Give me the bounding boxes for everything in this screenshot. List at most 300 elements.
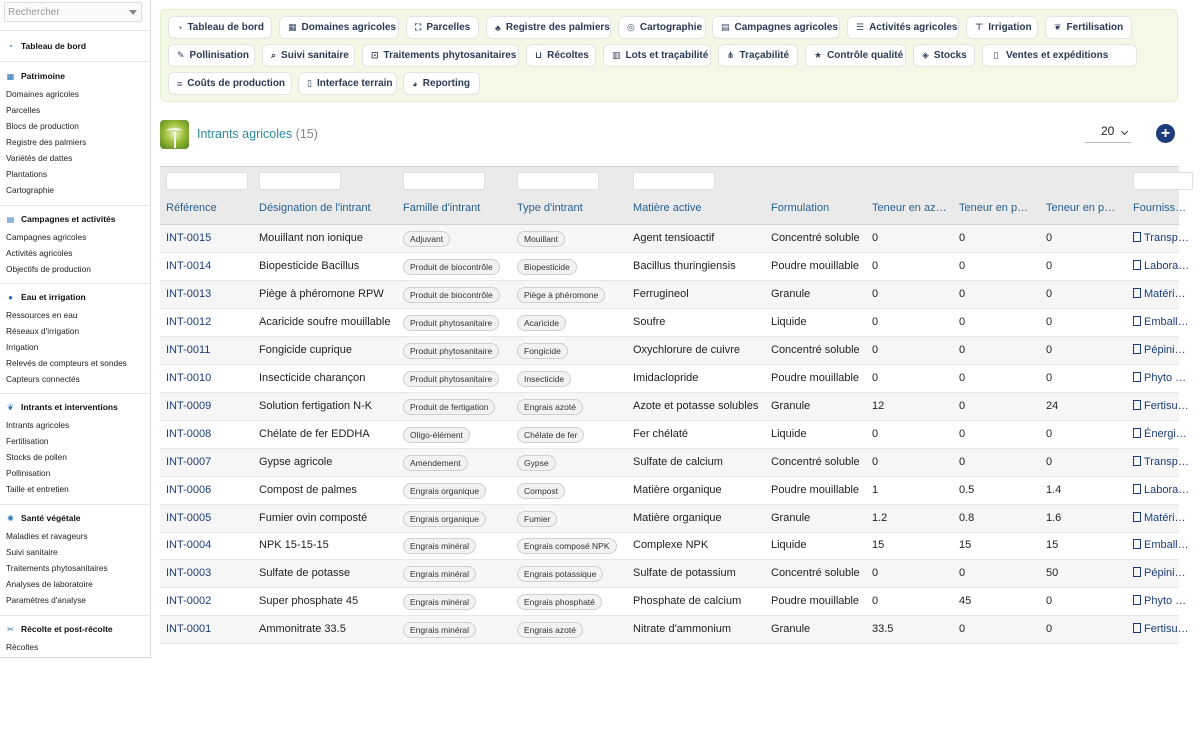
sidebar-section-title xyxy=(0,212,151,226)
sidebar-section-title xyxy=(0,69,151,83)
sidebar-divider xyxy=(0,30,151,31)
data-table xyxy=(160,166,1190,644)
nav-button[interactable] xyxy=(262,44,355,67)
sidebar-divider xyxy=(0,283,151,284)
type-badge: Engrais composé NPK xyxy=(517,538,617,554)
nav-button-label: Cartographie xyxy=(639,22,703,33)
nav-button[interactable] xyxy=(279,16,399,39)
table-cell: 0 xyxy=(872,371,879,384)
table-row[interactable] xyxy=(160,477,1190,505)
faucet-icon: ⊤ xyxy=(975,22,984,32)
building-icon xyxy=(1133,400,1141,410)
supplier-name: Matéri… xyxy=(1144,511,1186,524)
column-header[interactable]: Teneur en p… xyxy=(1046,202,1116,214)
family-badge: Engrais minéral xyxy=(403,594,476,610)
type-badge: Compost xyxy=(517,483,565,499)
table-row[interactable] xyxy=(160,560,1186,588)
table-cell: 0 xyxy=(959,427,966,440)
supplier-name: Phyto … xyxy=(1144,595,1187,608)
nav-button-label: Ventes et expéditions xyxy=(1006,50,1109,61)
supplier-name: Transp… xyxy=(1144,232,1189,244)
building-icon: ▦ xyxy=(288,22,297,32)
sidebar-item[interactable]: Registre des palmiers xyxy=(6,137,87,147)
nav-button[interactable] xyxy=(362,44,519,67)
table-cell: 50 xyxy=(1046,567,1059,580)
basket-icon: ⊔ xyxy=(535,50,543,60)
table-cell: 0 xyxy=(1046,232,1053,244)
sidebar-item[interactable]: Paramètres d'analyse xyxy=(6,595,86,605)
table-row[interactable] xyxy=(160,505,1186,533)
table-cell: Bacillus thuringiensis xyxy=(633,259,736,272)
sidebar-item[interactable]: Blocs de production xyxy=(6,121,79,131)
sidebar-item-label: Tableau de bord xyxy=(21,41,87,51)
sidebar-item[interactable]: Capteurs connectés xyxy=(6,374,80,384)
sidebar-item[interactable]: Taille et entretien xyxy=(6,484,69,494)
table-cell: Ammonitrate 33.5 xyxy=(259,623,346,636)
nav-button[interactable] xyxy=(298,72,397,95)
table-cell: 0 xyxy=(1046,259,1053,272)
sidebar-item[interactable]: Domaines agricoles xyxy=(6,89,79,99)
supplier-name: Labora… xyxy=(1144,259,1190,272)
nav-button[interactable] xyxy=(618,16,706,39)
table-cell: Granule xyxy=(771,399,811,412)
column-header[interactable]: Formulation xyxy=(771,202,830,214)
nav-button[interactable] xyxy=(168,72,292,95)
sidebar-item[interactable]: Traitements phytosanitaires xyxy=(6,563,108,573)
column-filter-input[interactable] xyxy=(259,172,341,190)
table-cell: 0 xyxy=(959,455,966,468)
supplier-name: Énergi… xyxy=(1144,427,1187,440)
table-row[interactable] xyxy=(160,337,1186,365)
sidebar-item[interactable]: Suivi sanitaire xyxy=(6,547,58,557)
sidebar-section-label: Santé végétale xyxy=(21,513,81,523)
reference-link[interactable]: INT-0009 xyxy=(166,399,212,412)
building-icon xyxy=(1133,484,1141,494)
nav-button[interactable] xyxy=(486,16,611,39)
sidebar-section xyxy=(0,69,151,198)
star-icon: ★ xyxy=(814,50,823,60)
nav-button-label: Lots et traçabilité xyxy=(625,50,709,61)
type-badge: Engrais azoté xyxy=(517,622,583,638)
table-cell: Poudre mouillable xyxy=(771,483,860,496)
supplier-link[interactable] xyxy=(1133,428,1187,440)
type-badge: Fumier xyxy=(517,511,557,527)
family-badge: Produit de fertigation xyxy=(403,399,495,415)
table-cell: Concentré soluble xyxy=(771,343,860,356)
table-cell: Granule xyxy=(771,511,811,524)
family-badge: Engrais minéral xyxy=(403,622,476,638)
supplier-link[interactable] xyxy=(1133,288,1186,300)
column-filter-input[interactable] xyxy=(166,172,248,190)
table-row[interactable] xyxy=(160,309,1189,337)
column-header[interactable]: Désignation de l'intrant xyxy=(259,202,371,214)
table-cell: 0 xyxy=(1046,371,1053,384)
table-cell: Liquide xyxy=(771,539,807,552)
table-cell: 0 xyxy=(1046,427,1053,440)
building-icon xyxy=(1133,539,1141,549)
nav-button-label: Contrôle qualité xyxy=(827,50,904,61)
table-cell: Compost de palmes xyxy=(259,483,357,496)
family-badge: Engrais organique xyxy=(403,483,486,499)
table-cell: 0 xyxy=(872,343,879,356)
type-badge: Biopesticide xyxy=(517,259,577,275)
building-icon xyxy=(1133,567,1141,577)
table-cell: Piège à phéromone RPW xyxy=(259,287,384,300)
table-cell: 0 xyxy=(959,371,966,384)
network-icon: ⋔ xyxy=(727,50,735,60)
table-cell: Chélate de fer EDDHA xyxy=(259,427,370,440)
supplier-name: Fertisu… xyxy=(1144,623,1189,636)
supplier-link[interactable] xyxy=(1133,456,1189,468)
column-filter-input[interactable] xyxy=(633,172,715,190)
nav-button-label: Coûts de production xyxy=(187,78,286,89)
sidebar-section-title xyxy=(0,400,151,414)
table-row[interactable] xyxy=(160,532,1189,560)
supplier-link[interactable] xyxy=(1133,512,1186,524)
add-record-button[interactable]: + xyxy=(1156,124,1175,143)
nav-button[interactable] xyxy=(1045,16,1132,39)
table-cell: Nitrate d'ammonium xyxy=(633,623,732,636)
sidebar-section-label: Intrants et interventions xyxy=(21,402,118,412)
nav-button-label: Stocks xyxy=(933,50,967,61)
page-title-text: Intrants agricoles xyxy=(197,127,293,141)
sidebar-section-title xyxy=(0,622,151,636)
calendar-icon: ▤ xyxy=(6,214,15,224)
sidebar-item-tableau-de-bord[interactable] xyxy=(0,39,151,53)
table-row[interactable] xyxy=(160,225,1189,253)
table-row[interactable] xyxy=(160,421,1187,449)
sidebar-item[interactable]: Parcelles xyxy=(6,105,41,115)
table-cell: 12 xyxy=(872,399,885,412)
nav-button[interactable] xyxy=(603,44,711,67)
table-cell: Poudre mouillable xyxy=(771,595,860,608)
family-badge: Amendement xyxy=(403,455,468,471)
sidebar-item[interactable]: Fertilisation xyxy=(6,436,49,446)
sidebar-item[interactable]: Variétés de dattes xyxy=(6,153,73,163)
sidebar-item[interactable]: Activités agricoles xyxy=(6,248,73,258)
building-icon xyxy=(1133,372,1141,382)
table-cell: 0 xyxy=(872,455,879,468)
family-badge: Produit phytosanitaire xyxy=(403,371,499,387)
nav-button-label: Fertilisation xyxy=(1066,22,1124,33)
supplier-name: Pépini… xyxy=(1144,343,1186,356)
sidebar-item[interactable]: Plantations xyxy=(6,169,48,179)
sidebar-divider xyxy=(0,615,151,616)
table-cell: Matière organique xyxy=(633,511,722,524)
table-cell: 0 xyxy=(959,343,966,356)
family-badge: Oligo-élément xyxy=(403,427,470,443)
family-badge: Adjuvant xyxy=(403,231,450,247)
supplier-link[interactable] xyxy=(1133,484,1189,496)
reference-link[interactable]: INT-0007 xyxy=(166,455,212,468)
nav-button-label: Irrigation xyxy=(988,22,1032,33)
table-cell: Agent tensioactif xyxy=(633,232,715,244)
type-badge: Fongicide xyxy=(517,343,568,359)
reference-link[interactable]: INT-0015 xyxy=(166,232,212,244)
building-icon xyxy=(1133,456,1141,466)
column-filter-input[interactable] xyxy=(1133,172,1193,190)
sidebar-section-title xyxy=(0,511,151,525)
table-row[interactable] xyxy=(160,281,1186,309)
sidebar-section-label: Eau et irrigation xyxy=(21,292,86,302)
dashboard-icon: ◔ xyxy=(8,41,13,51)
supplier-link[interactable] xyxy=(1133,623,1189,635)
table-header xyxy=(160,167,1187,225)
table-row[interactable] xyxy=(160,588,1187,616)
sidebar-section xyxy=(0,622,151,655)
building-icon xyxy=(1133,344,1141,354)
virus-icon: ✺ xyxy=(7,513,14,523)
sidebar-item[interactable]: Analyses de laboratoire xyxy=(6,579,93,589)
supplier-name: Phyto … xyxy=(1144,371,1187,384)
table-cell: Solution fertigation N-K xyxy=(259,399,373,412)
search-select[interactable] xyxy=(4,2,142,22)
table-cell: 0 xyxy=(872,287,879,300)
reference-link[interactable]: INT-0010 xyxy=(166,371,212,384)
family-badge: Produit de biocontrôle xyxy=(403,259,500,275)
sidebar-section-label: Campagnes et activités xyxy=(21,214,116,224)
nav-button[interactable] xyxy=(966,16,1038,39)
reference-link[interactable]: INT-0014 xyxy=(166,259,212,272)
family-badge: Engrais minéral xyxy=(403,566,476,582)
table-cell: Sulfate de potasse xyxy=(259,567,351,580)
table-row[interactable] xyxy=(160,449,1189,477)
type-badge: Insecticide xyxy=(517,371,571,387)
building-icon xyxy=(1133,595,1141,605)
nav-button-label: Traitements phytosanitaires xyxy=(383,50,517,61)
family-badge: Produit phytosanitaire xyxy=(403,315,499,331)
sidebar-item[interactable]: Intrants agricoles xyxy=(6,420,70,430)
table-cell: Fumier ovin composté xyxy=(259,511,368,524)
top-navigation xyxy=(160,9,1178,102)
nav-button[interactable] xyxy=(847,16,959,39)
sidebar-item[interactable]: Cartographie xyxy=(6,185,54,195)
nav-button[interactable] xyxy=(805,44,906,67)
nav-button[interactable] xyxy=(168,44,255,67)
nav-button[interactable] xyxy=(403,72,480,95)
barcode-icon: ▥ xyxy=(612,50,621,60)
sidebar-item[interactable]: Irrigation xyxy=(6,342,39,352)
table-cell: 0 xyxy=(1046,595,1053,608)
sidebar-section xyxy=(0,400,151,497)
table-cell: 0 xyxy=(1046,287,1053,300)
nav-button[interactable] xyxy=(712,16,840,39)
table-row[interactable] xyxy=(160,616,1189,644)
nav-button-label: Traçabilité xyxy=(739,50,790,61)
supplier-link[interactable] xyxy=(1133,400,1189,412)
reference-link[interactable]: INT-0001 xyxy=(166,623,212,636)
spray-icon: ⊡ xyxy=(371,50,379,60)
column-filter-input[interactable] xyxy=(403,172,485,190)
table-cell: 0 xyxy=(872,232,879,244)
reference-link[interactable]: INT-0006 xyxy=(166,483,212,496)
supplier-name: Labora… xyxy=(1144,483,1190,496)
mobile-icon: ▯ xyxy=(307,78,312,88)
table-cell: Poudre mouillable xyxy=(771,371,860,384)
table-cell: 0 xyxy=(959,623,966,636)
nav-button[interactable] xyxy=(982,44,1137,67)
reference-link[interactable]: INT-0011 xyxy=(166,343,211,356)
sidebar-item[interactable]: Récoltes xyxy=(6,642,39,652)
supplier-name: Fertisu… xyxy=(1144,399,1189,412)
building-icon xyxy=(1133,260,1141,270)
nav-button-label: Suivi sanitaire xyxy=(281,50,349,61)
table-row[interactable] xyxy=(160,393,1189,421)
supplier-link[interactable] xyxy=(1133,344,1186,356)
sidebar-item[interactable]: Objectifs de production xyxy=(6,264,91,274)
table-row[interactable] xyxy=(160,253,1190,281)
table-cell: 0 xyxy=(872,259,879,272)
nav-button-label: Campagnes agricoles xyxy=(734,22,838,33)
table-cell: 0 xyxy=(959,315,966,328)
type-badge: Piège à phéromone xyxy=(517,287,605,303)
building-icon xyxy=(1133,512,1141,522)
building-icon xyxy=(1133,623,1141,633)
reference-link[interactable]: INT-0008 xyxy=(166,427,212,440)
building-icon: ▦ xyxy=(6,71,15,81)
table-cell: 0 xyxy=(959,567,966,580)
table-cell: 0 xyxy=(959,399,966,412)
table-cell: Granule xyxy=(771,623,811,636)
column-header[interactable]: Matière active xyxy=(633,202,702,214)
table-cell: Concentré soluble xyxy=(771,567,860,580)
table-cell: 15 xyxy=(1046,539,1059,552)
reference-link[interactable]: INT-0013 xyxy=(166,287,212,300)
per-page-select[interactable] xyxy=(1085,122,1131,143)
table-cell: 1.6 xyxy=(1046,511,1062,524)
nav-button-label: Activités agricoles xyxy=(869,22,958,33)
table-cell: 1 xyxy=(872,483,879,496)
search-placeholder: Rechercher xyxy=(8,7,60,18)
nav-button[interactable] xyxy=(913,44,975,67)
palm-icon: ♣ xyxy=(495,22,501,33)
supplier-link[interactable] xyxy=(1133,316,1189,328)
pie-chart-icon: ◕ xyxy=(412,78,418,89)
column-header[interactable]: Référence xyxy=(166,202,217,214)
column-header[interactable]: Type d'intrant xyxy=(517,202,583,214)
app-logo xyxy=(160,120,189,149)
building-icon xyxy=(1133,316,1141,326)
brush-icon: ✎ xyxy=(177,50,185,60)
table-cell: 0 xyxy=(872,315,879,328)
per-page-value: 20 xyxy=(1101,124,1115,138)
table-cell: Sulfate de calcium xyxy=(633,455,723,468)
nav-button[interactable] xyxy=(168,16,272,39)
chevron-down-icon[interactable] xyxy=(129,10,137,15)
family-badge: Produit de biocontrôle xyxy=(403,287,500,303)
table-cell: 1.4 xyxy=(1046,483,1062,496)
table-cell: 0.5 xyxy=(959,483,975,496)
building-icon xyxy=(1133,232,1141,242)
sidebar-item[interactable]: Maladies et ravageurs xyxy=(6,531,88,541)
column-header[interactable]: Teneur en p… xyxy=(959,202,1029,214)
supplier-link[interactable] xyxy=(1133,232,1189,244)
record-count: (15) xyxy=(295,127,318,141)
table-cell: Complexe NPK xyxy=(633,539,709,552)
supplier-link[interactable] xyxy=(1133,539,1189,551)
column-filter-input[interactable] xyxy=(517,172,599,190)
leaf-icon: ❦ xyxy=(1054,22,1062,32)
type-badge: Acaricide xyxy=(517,315,566,331)
sidebar-item[interactable]: Campagnes agricoles xyxy=(6,232,87,242)
supplier-link[interactable] xyxy=(1133,595,1186,607)
supplier-link[interactable] xyxy=(1133,260,1189,272)
reference-link[interactable]: INT-0003 xyxy=(166,567,212,580)
column-header[interactable]: Teneur en az… xyxy=(872,202,947,214)
sidebar-section xyxy=(0,212,151,277)
sidebar-item[interactable]: Ressources en eau xyxy=(6,310,78,320)
nav-button-label: Parcelles xyxy=(426,22,471,33)
reference-link[interactable]: INT-0005 xyxy=(166,511,212,524)
family-badge: Engrais minéral xyxy=(403,538,476,554)
table-cell: 0 xyxy=(959,259,966,272)
sidebar-item[interactable]: Relevés de compteurs et sondes xyxy=(6,358,127,368)
parcel-icon: ⛶ xyxy=(415,22,422,32)
type-badge: Engrais potassique xyxy=(517,566,603,582)
nav-button[interactable] xyxy=(526,44,596,67)
compass-icon: ◎ xyxy=(627,22,635,32)
reference-link[interactable]: INT-0002 xyxy=(166,595,212,608)
sidebar xyxy=(0,0,151,658)
table-cell: 0.8 xyxy=(959,511,975,524)
page-title xyxy=(197,127,318,141)
table-cell: Poudre mouillable xyxy=(771,259,860,272)
table-cell: Phosphate de calcium xyxy=(633,595,742,608)
reference-link[interactable]: INT-0004 xyxy=(166,539,212,552)
dashboard-icon: ◔ xyxy=(177,22,183,33)
type-badge: Engrais phosphaté xyxy=(517,594,602,610)
nav-button-label: Pollinisation xyxy=(189,50,249,61)
sidebar-item[interactable]: Réseaux d'irrigation xyxy=(6,326,80,336)
column-header[interactable]: Fourniss… xyxy=(1133,202,1187,214)
table-cell: 1.2 xyxy=(872,511,888,524)
table-cell: 0 xyxy=(1046,455,1053,468)
table-cell: 0 xyxy=(1046,623,1053,636)
chevron-down-icon xyxy=(1121,128,1128,135)
nav-button-label: Tableau de bord xyxy=(187,22,264,33)
search-icon: ⌕ xyxy=(271,50,277,60)
building-icon xyxy=(1133,288,1141,298)
supplier-name: Transp… xyxy=(1144,455,1189,468)
table-cell: 0 xyxy=(872,595,879,608)
leaf-icon: ❦ xyxy=(7,402,14,412)
calendar-icon: ▤ xyxy=(721,22,730,32)
sidebar-item[interactable]: Stocks de pollen xyxy=(6,452,67,462)
column-header[interactable]: Famille d'intrant xyxy=(403,202,481,214)
nav-button[interactable] xyxy=(718,44,798,67)
table-cell: Super phosphate 45 xyxy=(259,595,359,608)
table-cell: Liquide xyxy=(771,315,807,328)
table-cell: Imidaclopride xyxy=(633,371,699,384)
table-row[interactable] xyxy=(160,365,1187,393)
supplier-link[interactable] xyxy=(1133,567,1186,579)
family-badge: Engrais organique xyxy=(403,511,486,527)
table-cell: Ferrugineol xyxy=(633,287,689,300)
sidebar-section xyxy=(0,290,151,387)
sidebar-section xyxy=(0,511,151,608)
reference-link[interactable]: INT-0012 xyxy=(166,315,212,328)
sidebar-section-label: Récolte et post-récolte xyxy=(21,624,113,634)
sidebar-item[interactable]: Pollinisation xyxy=(6,468,51,478)
table-cell: 0 xyxy=(1046,315,1053,328)
table-cell: 15 xyxy=(872,539,885,552)
cubes-icon: ◈ xyxy=(922,50,929,60)
type-badge: Gypse xyxy=(517,455,556,471)
type-badge: Mouillant xyxy=(517,231,565,247)
sidebar-section-title xyxy=(0,290,151,304)
nav-button[interactable] xyxy=(406,16,479,39)
supplier-link[interactable] xyxy=(1133,372,1186,384)
